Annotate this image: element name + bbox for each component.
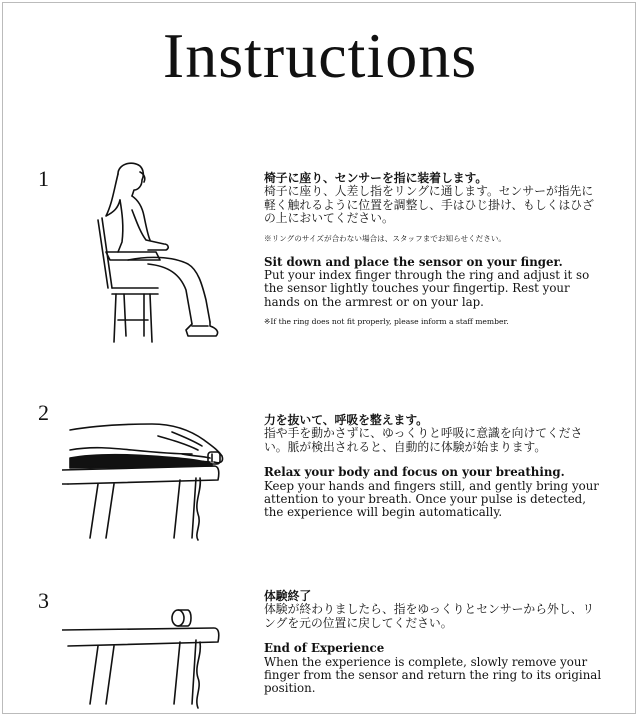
step-1-en-note: ※If the ring does not fit properly, please inform a staff member. bbox=[264, 317, 509, 327]
step-2-number: 2 bbox=[38, 400, 49, 425]
step-1-en-body: Put your index finger through the ring and adjust it so the sensor lightly touches your fingertip. Rest your hands on the armrest or on your lap. bbox=[264, 268, 590, 309]
step-3-en-body: When the experience is complete, slowly remove your finger from the sensor and return the ring to its original position. bbox=[264, 654, 602, 696]
step-3-text bbox=[264, 590, 604, 696]
step-1-text bbox=[264, 172, 604, 327]
step-2-text bbox=[264, 414, 604, 520]
step-2-en-body: Keep your hands and fingers still, and gently bring your attention to your breath. Once your pulse is detected, the experience will begin automatically. bbox=[264, 478, 599, 520]
hand-on-table-icon bbox=[62, 410, 242, 542]
ring-on-table-icon bbox=[62, 604, 242, 714]
step-1-number: 1 bbox=[38, 166, 49, 191]
step-2-en-heading: Relax your body and focus on your breathing. bbox=[264, 465, 565, 480]
step-3-ja-body: 体験が終わりましたら、指をゆっくりとセンサーから外し、リングを元の位置に戻してください。 bbox=[264, 602, 595, 630]
step-1-ja-note: ※リングのサイズが合わない場合は、スタッフまでお知らせください。 bbox=[264, 233, 507, 243]
step-2-ja-heading: 力を抜いて、呼吸を整えます。 bbox=[264, 413, 428, 427]
page-title: Instructions bbox=[162, 20, 478, 91]
step-1-ja-body: 椅子に座り、人差し指をリングに通します。センサーが指先に軽く触れるように位置を調整し、手はひじ掛け、もしくはひざの上においてください。 bbox=[264, 184, 594, 226]
step-3-en-heading: End of Experience bbox=[264, 641, 385, 656]
step-2-ja-body: 指や手を動かさずに、ゆっくりと呼吸に意識を向けてください。脈が検出されると、自動的に体験が始まります。 bbox=[264, 426, 583, 454]
person-seated-icon bbox=[88, 160, 248, 346]
step-1-en-heading: Sit down and place the sensor on your finger. bbox=[264, 254, 563, 269]
step-3-ja-heading: 体験終了 bbox=[264, 589, 312, 603]
step-3-number: 3 bbox=[38, 588, 49, 613]
step-1-ja-heading: 椅子に座り、センサーを指に装着します。 bbox=[264, 171, 488, 185]
